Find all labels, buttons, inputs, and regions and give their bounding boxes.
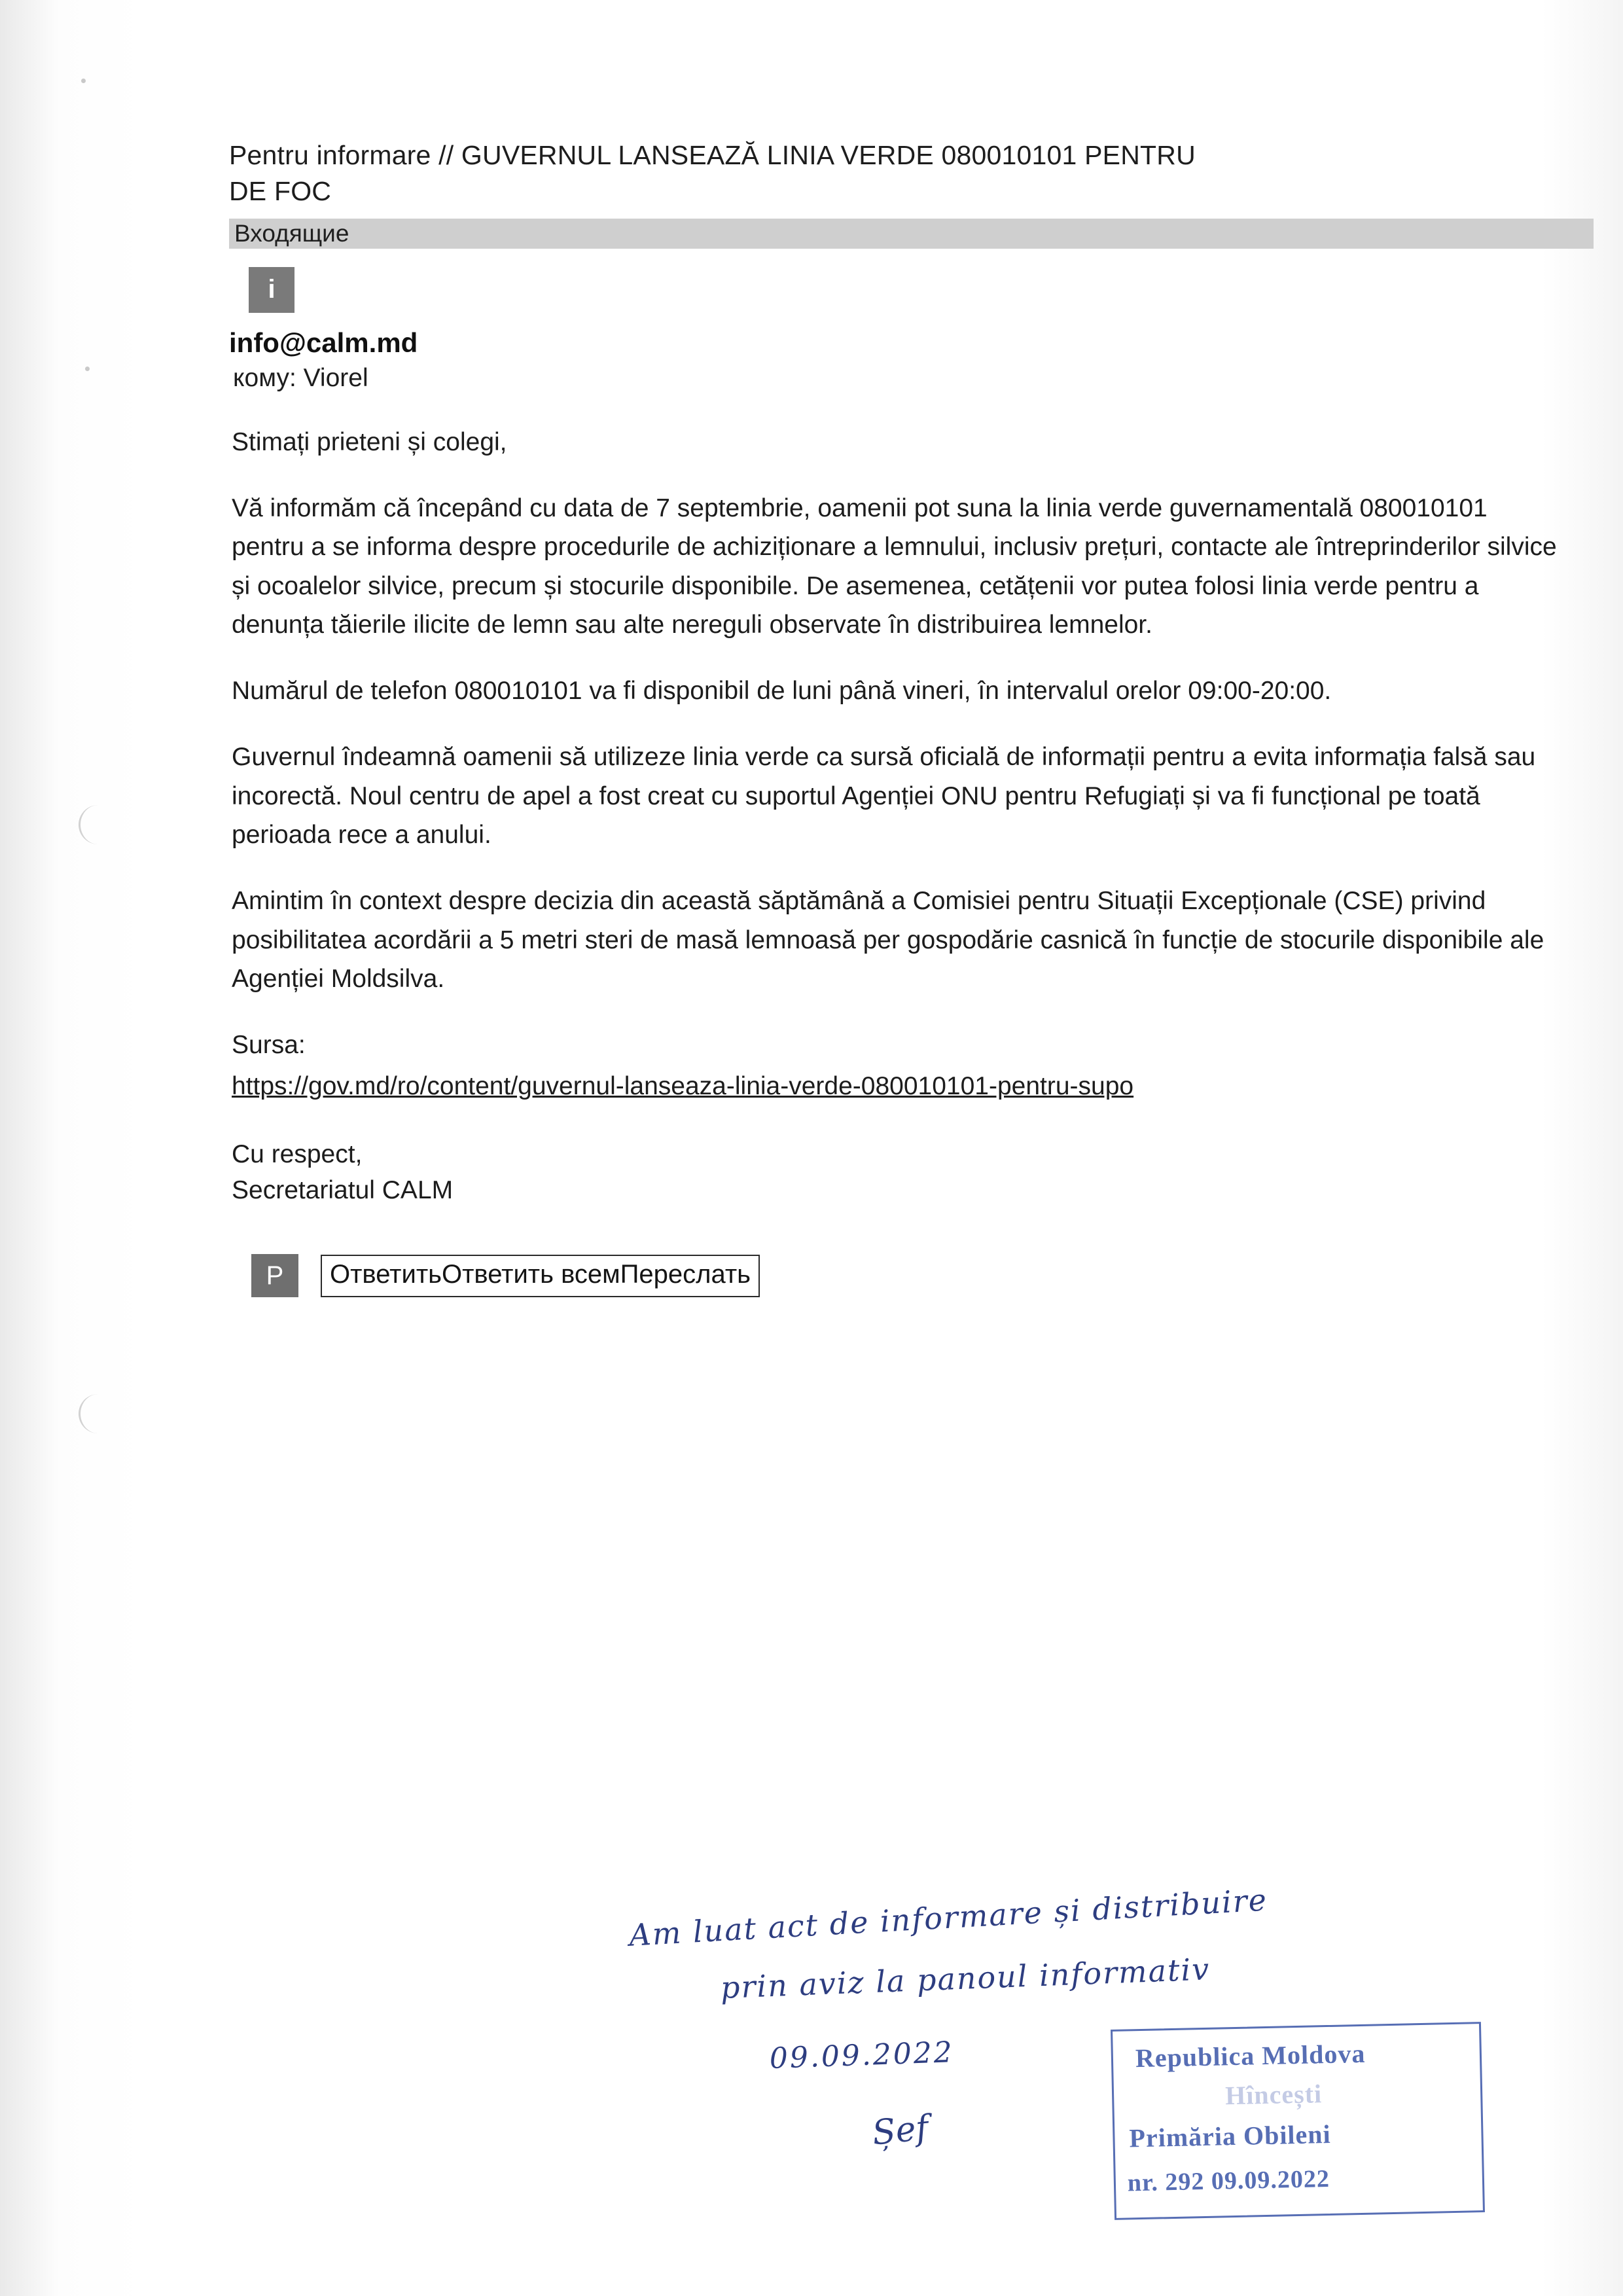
official-stamp <box>1111 2022 1485 2220</box>
source-link[interactable]: https://gov.md/ro/content/guvernul-lanseaza-linia-verde-080010101-pentru-supo <box>232 1072 1134 1101</box>
reply-actions-group <box>321 1255 760 1297</box>
greeting: Stimați prieteni și colegi, <box>232 427 507 456</box>
forward-button[interactable]: Переслать <box>620 1259 751 1289</box>
stamp-line-1: Republica Moldova <box>1135 2038 1366 2073</box>
body-paragraph-1: Vă informăm că începând cu data de 7 septembrie, oamenii pot suna la linia verde guvernamentală 080010101 pentru a se informa despre procedurile de achiziționare a lemnului, inclusiv prețuri, contacte ale întreprinderilor silvice și ocoalelor silvice, precum și stocurile disponibile. De asemenea, cetățenii vor putea folosi linia verde pentru a denunța tăierile ilicite de lemn sau alte nereguli observate în distribuirea lemnelor. <box>232 494 1557 639</box>
email-actions-row <box>229 1254 1564 1297</box>
source-label: Sursa: <box>232 1031 306 1060</box>
body-paragraph-2: Numărul de telefon 080010101 va fi disponibil de luni până vineri, în intervalul orelor 09:00-20:00. <box>232 677 1332 706</box>
signoff-line-2: Secretariatul CALM <box>232 1175 454 1204</box>
handwritten-note-line-2: prin aviz la panoul informativ <box>720 1951 1211 2005</box>
sender-address: info@calm.md <box>229 327 418 358</box>
stamp-line-3: Primăria Obileni <box>1129 2119 1332 2153</box>
folder-label-bar <box>229 219 1594 249</box>
scan-margin-marks <box>79 0 105 2296</box>
reply-button[interactable]: Ответить <box>330 1259 442 1289</box>
handwritten-date: 09.09.2022 <box>769 2036 955 2075</box>
sender-avatar-row <box>229 267 1564 313</box>
stamp-line-4: nr. 292 09.09.2022 <box>1127 2165 1330 2197</box>
reply-all-button[interactable]: Ответить всем <box>441 1259 620 1289</box>
email-subject-line-2: DE FOC <box>229 175 332 206</box>
email-body <box>229 423 1564 1208</box>
email-subject <box>229 137 1564 209</box>
folder-label: Входящие <box>234 219 349 247</box>
handwritten-note-line-1: Am luat act de informare și distribuire <box>628 1882 1269 1953</box>
email-subject-line-1: Pentru informare // GUVERNUL LANSEAZĂ LINIA VERDE 080010101 PENTRU <box>229 140 1196 170</box>
stamp-line-2: Hîncești <box>1224 2079 1323 2111</box>
avatar: i <box>249 267 294 313</box>
body-paragraph-4: Amintim în context despre decizia din această săptămână a Comisiei pentru Situații Excepționale (CSE) privind posibilitatea acordării a 5 metri steri de masă lemnoasă per gospodărie casnică în funcție de stocurile disponibile ale Agenției Moldsilva. <box>232 887 1544 993</box>
handwritten-signature: Șef <box>870 2108 931 2153</box>
signoff <box>232 1136 1564 1209</box>
source-block <box>232 1026 1564 1106</box>
email-document <box>229 137 1564 1297</box>
recipient-line: кому: Viorel <box>233 363 368 392</box>
recipient-avatar: P <box>251 1254 298 1297</box>
signoff-line-1: Cu respect, <box>232 1139 363 1168</box>
body-paragraph-3: Guvernul îndeamnă oamenii să utilizeze linia verde ca sursă oficială de informații pentru a evita informația falsă sau incorectă. Noul centru de apel a fost creat cu suportul Agenției ONU pentru Refugiați și va fi funcțional pe toată perioada rece a anului. <box>232 743 1536 849</box>
